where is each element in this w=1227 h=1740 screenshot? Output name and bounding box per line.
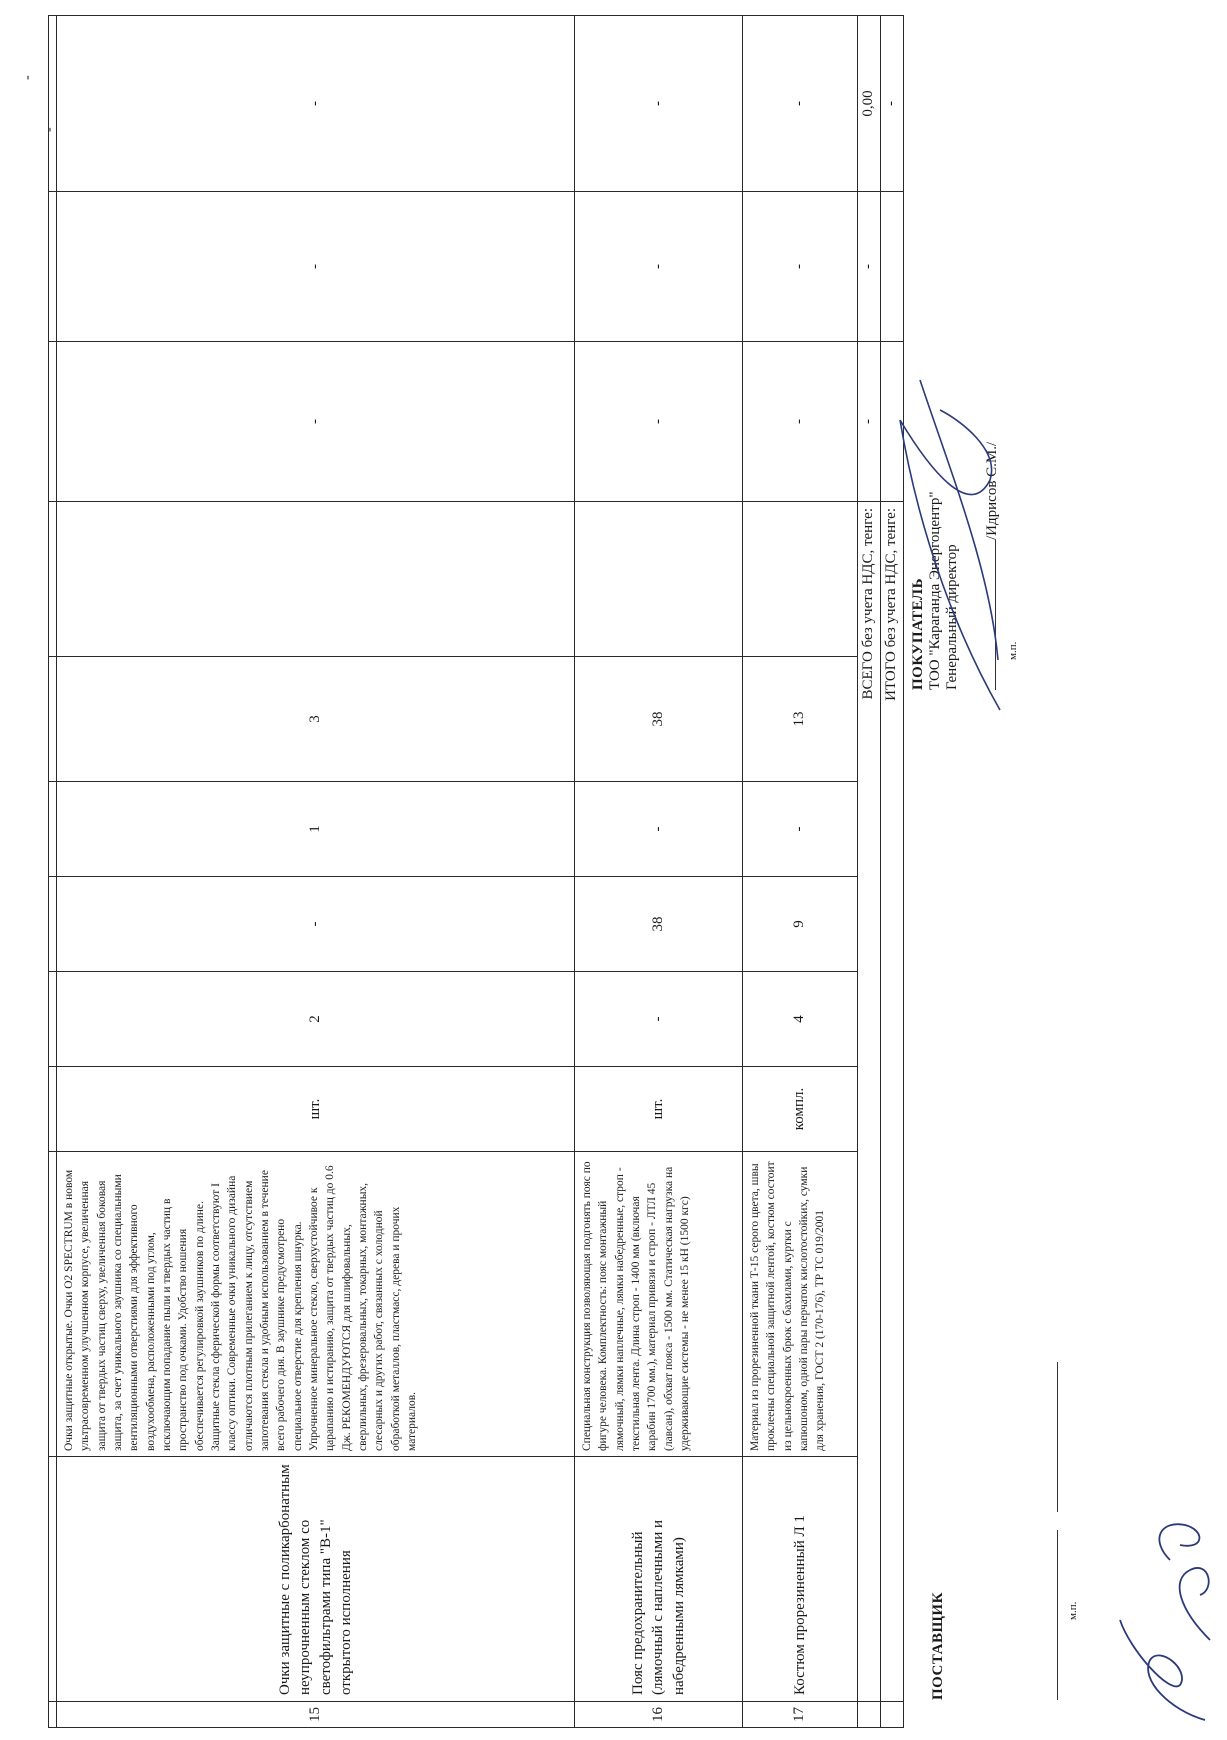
row-number: 17: [743, 1702, 858, 1728]
item-name: Очки защитные с поликарбонатным неупрочненным стеклом со светофильтрами типа "В-1" открытого исполнения: [57, 1457, 575, 1702]
qty-col-3: 1: [57, 782, 575, 877]
qty-col-3: -: [575, 782, 743, 877]
qty-total: 38: [575, 657, 743, 782]
price-empty: [575, 502, 743, 657]
table-cell: [49, 1067, 57, 1152]
signature-line: [1043, 1530, 1058, 1700]
final-value-2: [881, 192, 904, 342]
qty-col-1: 2: [57, 972, 575, 1067]
item-description: Очки защитные открытые. Очки O2 SPECTRUM в новом ультрасовременном улучшенном корпусе, увеличенная защита от твердых частиц сверху, увеличенная боковая защита, за счет уникального заушника со специальными вентиляционными отверстиями для эффективного воздухообмена, расположенными под углом, исключающим попадание пыли и твердых частиц в пространство под очками. Удобство ношения обеспечивается регулировкой заушников по длине. Защитные стекла сферической формы соответствуют I классу оптики. Современные очки уникального дизайна отличаются плотным прилеганием к лицу, отсутствием запотевания стекла и удобным использованием в течение всего рабочего дня. В заушнике предусмотрено специальное отверстие для крепления шнурка. Упрочненное минеральное стекло, сверхустойчивое к царапанию и истиранию, защита от твердых частиц до 0.6 Дж. РЕКОМЕНДУЮТСЯ для шлифовальных, сверлильных, фрезеровальных, токарных, монтажных, слесарных и других работ, связанных с холодной обработкой металлов, пластмасс, дерева и прочих материалов.: [57, 1152, 575, 1457]
total-label: ВСЕГО без учета НДС, тенге:: [858, 502, 881, 1702]
price-col-2: -: [743, 192, 858, 342]
table-cell: [49, 877, 57, 972]
item-name: Костюм прорезиненный Л 1: [743, 1457, 858, 1702]
supplier-signature-line: [1043, 1280, 1063, 1700]
table-row: [575, 16, 743, 1728]
table-cell: [49, 972, 57, 1067]
price-col-2: -: [57, 192, 575, 342]
price-col-1: -: [57, 342, 575, 502]
total-row: [858, 16, 881, 1728]
qty-col-1: -: [575, 972, 743, 1067]
buyer-company: ТОО "Караганда Энергоцентр": [927, 491, 943, 690]
qty-total: 3: [57, 657, 575, 782]
total-value-2: -: [858, 192, 881, 342]
price-col-1: -: [743, 342, 858, 502]
item-description: Специальная конструкция позволяющая подгонять пояс по фигуре человека. Комплектность: пояс монтажный лямочный, лямки наплечные, лямки набедренные, строп - текстильная лента. Длина строп - 1400 мм (включая карабин 1700 мм.), материал привязи и строп - ЛТЛ 45 (лавсан), обхват пояса - 1500 мм. Статическая нагрузка на удерживающие системы - не менее 15 кН (1500 кгс): [575, 1152, 743, 1457]
qty-col-2: 38: [575, 877, 743, 972]
supplier-stamp-place: м.п.: [1067, 1601, 1079, 1620]
amount: -: [57, 16, 575, 192]
buyer-title: ПОКУПАТЕЛЬ: [910, 577, 926, 690]
qty-col-2: 9: [743, 877, 858, 972]
table-cell: [49, 502, 57, 657]
qty-total: 13: [743, 657, 858, 782]
total-value-1: -: [858, 342, 881, 502]
supplier-block: [930, 1280, 1079, 1700]
amount: -: [575, 16, 743, 192]
price-empty: [743, 502, 858, 657]
spec-table: [48, 15, 904, 1728]
buyer-position: Генеральный директор: [944, 544, 960, 690]
table-row: [57, 16, 575, 1728]
price-col-2: -: [575, 192, 743, 342]
table-cell: [49, 1457, 57, 1702]
name-line: [1043, 1363, 1058, 1513]
row-number: 15: [57, 1702, 575, 1728]
table-cell: [49, 782, 57, 877]
total-amount: 0,00: [858, 16, 881, 192]
amount: -: [743, 16, 858, 192]
buyer-stamp-place: м.п.: [1007, 641, 1019, 660]
buyer-signature: [880, 360, 1020, 720]
item-name: Пояс предохранительный (лямочный с наплечными и набедренными лямками): [575, 1457, 743, 1702]
table-cell: [49, 342, 57, 502]
buyer-signer: /Идрисов С.М./: [984, 441, 1000, 540]
item-unit: шт.: [575, 1067, 743, 1152]
item-unit: компл.: [743, 1067, 858, 1152]
supplier-title: ПОСТАВЩИК: [930, 1592, 946, 1700]
qty-col-1: 4: [743, 972, 858, 1067]
final-row: [881, 16, 904, 1728]
supplier-signature: [1110, 1500, 1220, 1740]
table-cell: [49, 1152, 57, 1457]
table-cell: [49, 1702, 57, 1728]
qty-col-2: -: [57, 877, 575, 972]
table-cell: [858, 1702, 881, 1728]
qty-col-3: -: [743, 782, 858, 877]
table-cell: [881, 1702, 904, 1728]
table-cell: [49, 16, 57, 192]
item-description: Материал из прорезиненной ткани Т-15 серого цвета, швы проклеены специальной защитной лентой, костюм состоит из цельнокроенных брюк с бахилами, куртки с капюшоном, одной пары перчаток кислотостойких, сумки для хранения, ГОСТ 2 (170-176), ТР ТС 019/2001: [743, 1152, 858, 1457]
final-label: ИТОГО без учета НДС, тенге:: [881, 502, 904, 1702]
corner-mark: -: [42, 127, 57, 132]
table-cell: [49, 192, 57, 342]
top-row: [49, 16, 57, 1728]
final-amount: -: [881, 16, 904, 192]
item-unit: шт.: [57, 1067, 575, 1152]
price-empty: [57, 502, 575, 657]
price-col-1: -: [575, 342, 743, 502]
corner-mark: -: [20, 75, 35, 80]
table-row: [743, 16, 858, 1728]
row-number: 16: [575, 1702, 743, 1728]
table-cell: [49, 657, 57, 782]
